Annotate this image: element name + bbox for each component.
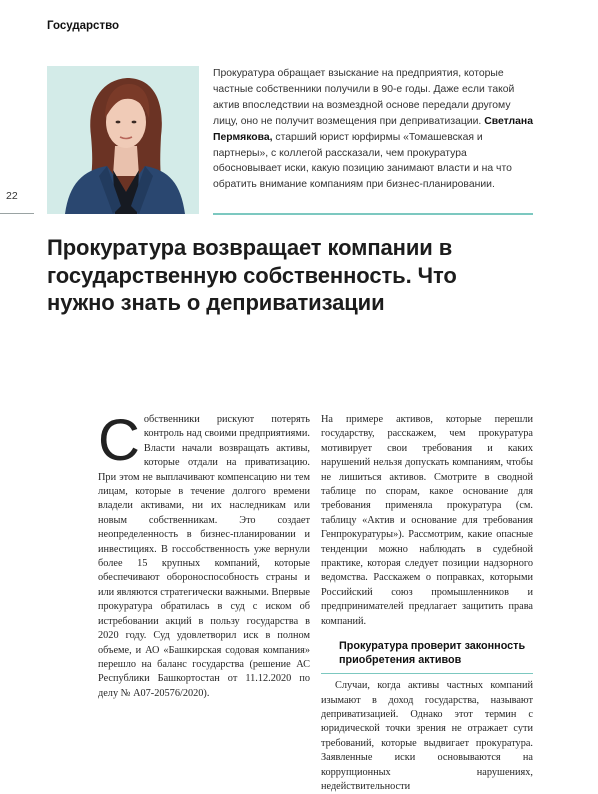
lead-divider (213, 213, 533, 215)
page-number-rule (0, 213, 34, 214)
page-number: 22 (6, 190, 18, 202)
subheading-rule (321, 673, 533, 674)
lead-text: Прокуратура обращает взыскание на предприятия, которые частные собственники получили в 90-е годы. Даже если такой актив впоследствии на возмездной основе передали другому лицу, оно не получит возмещения при деприватизации. (213, 68, 515, 127)
body-paragraph-3: Случаи, когда активы частных компаний изымают в доход государства, называют деприватизацией. Однако этот термин с юридической точки зрения не отражает сути требований, которые выдвигает прокуратура. Заявленные иски основываются на коррупционных нарушениях, недействительности (321, 680, 533, 792)
lead-author-name: Светлана Пермякова, (213, 115, 533, 143)
lead-paragraph (213, 66, 535, 193)
section-label: Государство (47, 20, 120, 32)
body-column-2 (321, 413, 533, 794)
drop-cap: С (98, 408, 140, 473)
body-column-1 (98, 408, 310, 701)
author-photo (47, 66, 199, 214)
lead-text-continued: старший юрист юрфирмы «Томашевская и партнеры», с коллегой рассказали, чем прокуратура обосновывает иски, какую позицию занимают власти и на что обратить внимание компаниям при бизнес-планировании. (213, 131, 512, 191)
body-paragraph-1: обственники рискуют потерять контроль над своими предприятиями. Власти начали возвращать активы, которые отдали на приватизацию. При этом не выплачивают компенсацию ни тем лицам, которые в течение долгого времени владели активами, ни их наследникам или новым собственникам. Это создает неопределенность в бизнес-планировании и инвестициях. В госсобственность уже вернули более 15 крупных компаний, которые обеспечивают обороноспособность страны и или являются стратегически важными. Впервые прокуратура обратилась в суд с иском об истребовании акций в пользу государства в 2020 году. Суд удовлетворил иск в полном объеме, и АО «Башкирская содовая компания» перешло на баланс государства (решение АС Республики Башкортостан от 11.12.2020 по делу № А07-20576/2020). (98, 414, 310, 699)
section-subheading: Прокуратура проверит законность приобретения активов (339, 640, 526, 667)
body-paragraph-2: На примере активов, которые перешли государству, расскажем, чем прокуратура мотивирует свои требования и каких нарушений нельзя допускать компаниям, чтобы не лишиться активов. Смотрите в сводной таблице по спорам, какое основание для требования применяла прокуратура (см. таблицу «Актив и основание для требования Генпрокуратуры»). Рассмотрим, какие опасные тенденции можно наблюдать в судебной практике, которая следует позиции надзорного ведомства. Расскажем о поправках, которыми Российский союз промышленников и предпринимателей предлагает защитить права компаний. (321, 414, 533, 627)
article-headline: Прокуратура возвращает компании в государственную собственность. Что нужно знать о деприватизации (47, 235, 457, 316)
